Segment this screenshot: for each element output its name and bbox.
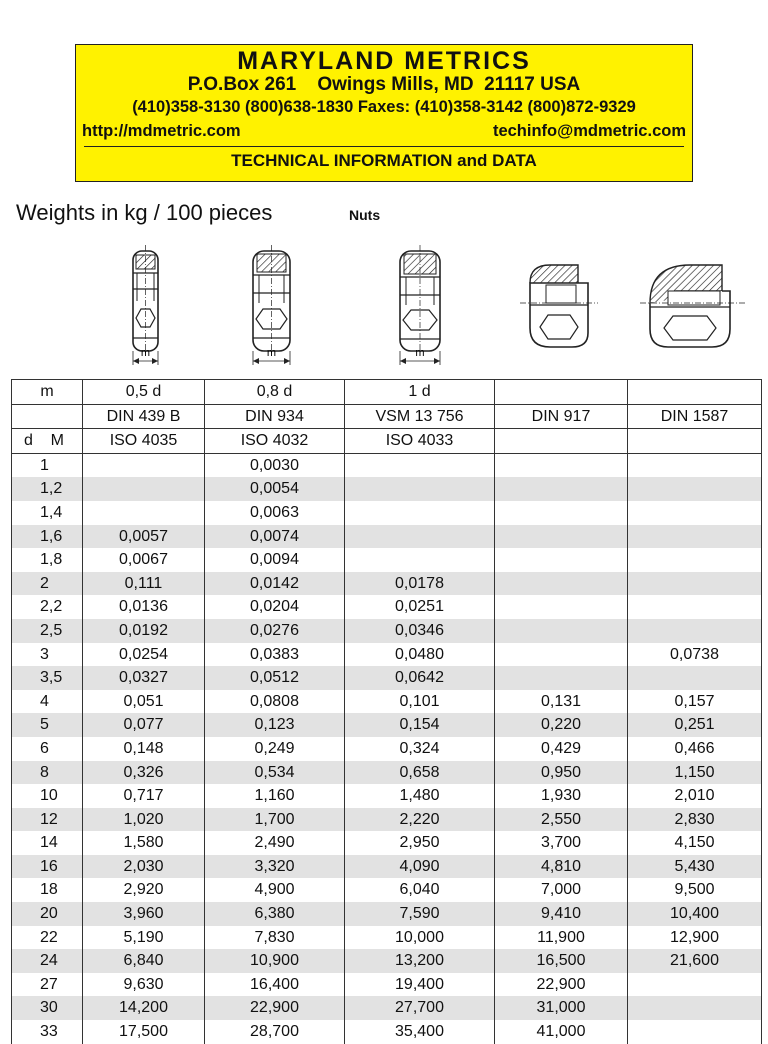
table-row (12, 477, 762, 501)
weight-cell: 0,0067 (83, 548, 205, 572)
weight-cell: 0,0642 (345, 666, 495, 690)
table-row (12, 619, 762, 643)
weight-cell (495, 643, 628, 667)
weight-cell: 16,400 (205, 973, 345, 997)
weight-cell: 17,500 (83, 1020, 205, 1044)
weight-cell: 4,810 (495, 855, 628, 879)
weight-cell: 0,0808 (205, 690, 345, 714)
col-header (495, 429, 628, 454)
table-row (12, 666, 762, 690)
weight-cell: 0,0030 (205, 453, 345, 477)
weight-cell: 0,251 (628, 713, 762, 737)
table-row (12, 761, 762, 785)
weight-cell: 0,0178 (345, 572, 495, 596)
section-label: Nuts (349, 207, 381, 223)
col-header: ISO 4032 (205, 429, 345, 454)
col-header: DIN 1587 (628, 404, 762, 429)
header-row-iso (12, 429, 762, 454)
weight-cell: 13,200 (345, 949, 495, 973)
weight-cell (628, 619, 762, 643)
row-size-cell: 30 (12, 996, 83, 1020)
col-header: ISO 4033 (345, 429, 495, 454)
col-header (628, 380, 762, 405)
header-row-m (12, 380, 762, 405)
weight-cell (345, 477, 495, 501)
weight-cell: 2,220 (345, 808, 495, 832)
row-size-cell: 10 (12, 784, 83, 808)
weight-cell: 3,320 (205, 855, 345, 879)
row-size-cell: 18 (12, 878, 83, 902)
weight-cell: 1,700 (205, 808, 345, 832)
weight-cell: 0,0383 (205, 643, 345, 667)
weight-cell: 0,0346 (345, 619, 495, 643)
weight-cell (495, 453, 628, 477)
hex-thin-nut-drawing (133, 245, 158, 365)
weight-cell (345, 548, 495, 572)
weight-cell: 0,658 (345, 761, 495, 785)
weight-cell: 1,150 (628, 761, 762, 785)
page-heading: Weights in kg / 100 pieces (16, 200, 273, 225)
weight-cell: 0,101 (345, 690, 495, 714)
col-header (495, 380, 628, 405)
weight-cell: 31,000 (495, 996, 628, 1020)
weight-cell: 0,157 (628, 690, 762, 714)
weight-cell: 3,960 (83, 902, 205, 926)
table-row (12, 902, 762, 926)
company-website-link[interactable]: http://mdmetric.com (82, 122, 241, 140)
weight-cell: 11,900 (495, 926, 628, 950)
hex-nut-drawing (253, 245, 290, 365)
row-size-cell: 1,8 (12, 548, 83, 572)
weight-cell: 0,249 (205, 737, 345, 761)
weight-cell: 0,326 (83, 761, 205, 785)
weight-cell (628, 666, 762, 690)
weight-cell: 14,200 (83, 996, 205, 1020)
header-subtitle: TECHNICAL INFORMATION and DATA (231, 151, 537, 170)
row-size-cell: 2,5 (12, 619, 83, 643)
col-header: DIN 917 (495, 404, 628, 429)
col-header: VSM 13 756 (345, 404, 495, 429)
col-header: DIN 439 B (83, 404, 205, 429)
weight-cell: 22,900 (495, 973, 628, 997)
weight-cell: 9,630 (83, 973, 205, 997)
weight-cell: 0,0094 (205, 548, 345, 572)
weight-cell: 0,0276 (205, 619, 345, 643)
weight-cell: 0,0136 (83, 595, 205, 619)
hex-high-nut-drawing (400, 245, 440, 365)
weight-cell: 41,000 (495, 1020, 628, 1044)
weight-cell: 2,920 (83, 878, 205, 902)
nut-drawings (0, 243, 768, 373)
weight-cell: 0,0480 (345, 643, 495, 667)
company-header (75, 44, 693, 182)
weight-cell: 0,0054 (205, 477, 345, 501)
weight-cell: 5,190 (83, 926, 205, 950)
weight-cell: 0,0254 (83, 643, 205, 667)
weight-cell (495, 477, 628, 501)
weight-cell (628, 548, 762, 572)
row-size-cell: 16 (12, 855, 83, 879)
table-row (12, 595, 762, 619)
dimension-label-m: m (266, 347, 277, 359)
weight-cell (345, 501, 495, 525)
weight-cell: 0,154 (345, 713, 495, 737)
weight-cell: 4,150 (628, 831, 762, 855)
weight-cell (83, 453, 205, 477)
weight-cell: 0,220 (495, 713, 628, 737)
weight-cell: 0,466 (628, 737, 762, 761)
weight-cell: 0,111 (83, 572, 205, 596)
row-size-cell: 8 (12, 761, 83, 785)
table-row (12, 808, 762, 832)
weight-cell: 21,600 (628, 949, 762, 973)
table-row (12, 855, 762, 879)
col-header: DIN 934 (205, 404, 345, 429)
company-phones: (410)358-3130 (800)638-1830 Faxes: (410)358-3142 (800)872-9329 (132, 98, 636, 116)
header-row-din (12, 404, 762, 429)
weight-cell (628, 525, 762, 549)
weight-cell: 0,0057 (83, 525, 205, 549)
table-row (12, 737, 762, 761)
weight-cell: 10,000 (345, 926, 495, 950)
weight-cell: 7,590 (345, 902, 495, 926)
weight-cell: 22,900 (205, 996, 345, 1020)
weight-cell: 2,010 (628, 784, 762, 808)
weight-cell: 5,430 (628, 855, 762, 879)
weight-cell (495, 572, 628, 596)
weight-cell: 2,950 (345, 831, 495, 855)
weight-cell: 35,400 (345, 1020, 495, 1044)
row-size-cell: 1,2 (12, 477, 83, 501)
weight-cell: 0,051 (83, 690, 205, 714)
table-row (12, 996, 762, 1020)
weight-cell (495, 548, 628, 572)
weight-cell: 9,500 (628, 878, 762, 902)
company-name: MARYLAND METRICS (237, 47, 531, 75)
table-row (12, 878, 762, 902)
weights-table (11, 379, 762, 1044)
dimension-label-m: m (415, 347, 425, 359)
weight-cell (495, 501, 628, 525)
domed-cap-nut-drawing (640, 265, 745, 347)
table-row (12, 572, 762, 596)
row-size-cell: 5 (12, 713, 83, 737)
col-header: ISO 4035 (83, 429, 205, 454)
low-cap-nut-drawing (520, 265, 598, 347)
weight-cell: 0,148 (83, 737, 205, 761)
weight-cell: 0,0142 (205, 572, 345, 596)
weight-cell: 0,0192 (83, 619, 205, 643)
weight-cell: 1,580 (83, 831, 205, 855)
weight-cell: 0,0327 (83, 666, 205, 690)
weight-cell: 0,131 (495, 690, 628, 714)
weight-cell (628, 973, 762, 997)
table-row (12, 690, 762, 714)
weight-cell: 0,123 (205, 713, 345, 737)
row-size-cell: 4 (12, 690, 83, 714)
weight-cell (495, 666, 628, 690)
weight-cell: 0,077 (83, 713, 205, 737)
weight-cell: 0,0738 (628, 643, 762, 667)
col-header (628, 429, 762, 454)
table-row (12, 831, 762, 855)
weight-cell: 0,324 (345, 737, 495, 761)
table-row (12, 926, 762, 950)
weight-cell: 0,0512 (205, 666, 345, 690)
weight-cell: 12,900 (628, 926, 762, 950)
row-size-cell: 2 (12, 572, 83, 596)
row-size-cell: 1,4 (12, 501, 83, 525)
weight-cell (345, 525, 495, 549)
row-size-cell: 27 (12, 973, 83, 997)
weight-cell: 0,534 (205, 761, 345, 785)
weight-cell: 6,380 (205, 902, 345, 926)
row-size-cell: 14 (12, 831, 83, 855)
weight-cell: 2,030 (83, 855, 205, 879)
weight-cell: 0,717 (83, 784, 205, 808)
col-header: 1 d (345, 380, 495, 405)
weight-cell: 7,000 (495, 878, 628, 902)
row-size-cell: 22 (12, 926, 83, 950)
weight-cell: 0,0251 (345, 595, 495, 619)
header-divider (84, 146, 684, 147)
weight-cell (628, 501, 762, 525)
table-row (12, 784, 762, 808)
table-row (12, 525, 762, 549)
weight-cell (628, 453, 762, 477)
row-size-cell: 1 (12, 453, 83, 477)
row-size-cell: 24 (12, 949, 83, 973)
col-header: m (12, 380, 83, 405)
weight-cell (628, 572, 762, 596)
weight-cell: 6,040 (345, 878, 495, 902)
table-row (12, 973, 762, 997)
dimension-label-m: m (140, 347, 151, 359)
weight-cell (495, 595, 628, 619)
row-size-cell: 33 (12, 1020, 83, 1044)
weight-cell (628, 477, 762, 501)
weight-cell (628, 595, 762, 619)
weight-cell (345, 453, 495, 477)
weight-cell (495, 619, 628, 643)
table-row (12, 453, 762, 477)
weight-cell (83, 501, 205, 525)
weight-cell (83, 477, 205, 501)
row-size-cell: 3,5 (12, 666, 83, 690)
row-size-cell: 6 (12, 737, 83, 761)
weight-cell: 16,500 (495, 949, 628, 973)
weight-cell: 27,700 (345, 996, 495, 1020)
row-size-cell: 3 (12, 643, 83, 667)
weight-cell: 3,700 (495, 831, 628, 855)
weight-cell: 4,900 (205, 878, 345, 902)
table-row (12, 949, 762, 973)
weight-cell: 2,490 (205, 831, 345, 855)
company-email-link[interactable]: techinfo@mdmetric.com (492, 122, 686, 140)
weight-cell: 2,830 (628, 808, 762, 832)
weight-cell: 1,160 (205, 784, 345, 808)
weight-cell (628, 996, 762, 1020)
weight-cell: 0,0204 (205, 595, 345, 619)
weight-cell: 19,400 (345, 973, 495, 997)
company-address: P.O.Box 261 Owings Mills, MD 21117 USA (187, 74, 581, 95)
weight-cell: 0,950 (495, 761, 628, 785)
table-row (12, 643, 762, 667)
table-row (12, 713, 762, 737)
col-header: 0,5 d (83, 380, 205, 405)
weight-cell: 10,400 (628, 902, 762, 926)
weight-cell: 7,830 (205, 926, 345, 950)
weight-cell (495, 525, 628, 549)
row-size-cell: 12 (12, 808, 83, 832)
weight-cell: 9,410 (495, 902, 628, 926)
weight-cell: 1,930 (495, 784, 628, 808)
weight-cell: 1,020 (83, 808, 205, 832)
weight-cell: 28,700 (205, 1020, 345, 1044)
row-size-cell: 1,6 (12, 525, 83, 549)
weight-cell: 4,090 (345, 855, 495, 879)
col-header (12, 404, 83, 429)
table-row (12, 501, 762, 525)
weight-cell: 0,0074 (205, 525, 345, 549)
table-row (12, 548, 762, 572)
weight-cell: 2,550 (495, 808, 628, 832)
col-header: 0,8 d (205, 380, 345, 405)
weight-cell: 6,840 (83, 949, 205, 973)
col-header: d M (12, 429, 83, 454)
weight-cell: 10,900 (205, 949, 345, 973)
row-size-cell: 20 (12, 902, 83, 926)
weight-cell: 0,0063 (205, 501, 345, 525)
row-size-cell: 2,2 (12, 595, 83, 619)
weight-cell: 1,480 (345, 784, 495, 808)
weight-cell: 0,429 (495, 737, 628, 761)
